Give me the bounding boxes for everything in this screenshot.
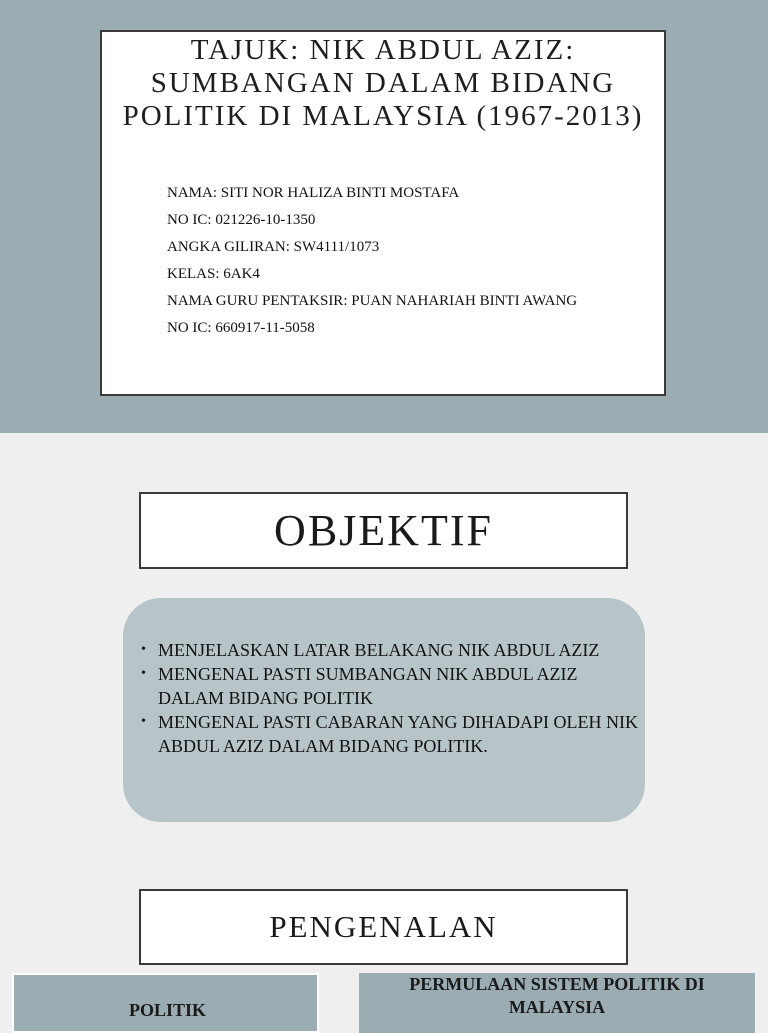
title-card xyxy=(100,30,666,396)
pengenalan-heading: PENGENALAN xyxy=(139,889,628,965)
objektif-text: MENJELASKAN LATAR BELAKANG NIK ABDUL AZIZ xyxy=(158,640,600,660)
bullet-icon: • xyxy=(141,666,146,681)
objektif-list xyxy=(139,638,639,758)
list-item xyxy=(139,710,639,758)
politik-card xyxy=(12,973,319,1033)
student-info xyxy=(167,184,587,346)
objektif-text: MENGENAL PASTI SUMBANGAN NIK ABDUL AZIZ DALAM BIDANG POLITIK xyxy=(158,664,578,708)
permulaan-card-title: PERMULAAN SISTEM POLITIK DI MALAYSIA xyxy=(409,974,705,1017)
permulaan-card xyxy=(359,973,755,1033)
objektif-text: MENGENAL PASTI CABARAN YANG DIHADAPI OLEH NIK ABDUL AZIZ DALAM BIDANG POLITIK. xyxy=(158,712,638,756)
bullet-icon: • xyxy=(141,714,146,729)
info-guru: NAMA GURU PENTAKSIR: PUAN NAHARIAH BINTI AWANG xyxy=(167,293,578,309)
politik-card-title: POLITIK xyxy=(128,1000,207,1020)
list-item xyxy=(139,662,639,710)
info-angka-giliran: ANGKA GILIRAN: SW4111/1073 xyxy=(167,239,380,255)
info-guru-ic: NO IC: 660917-11-5058 xyxy=(167,320,315,336)
objektif-panel xyxy=(123,598,645,822)
objektif-heading: OBJEKTIF xyxy=(139,492,628,569)
list-item xyxy=(139,638,639,662)
document-title: TAJUK: NIK ABDUL AZIZ: SUMBANGAN DALAM BIDANG POLITIK DI MALAYSIA (1967-2013) xyxy=(122,34,644,132)
info-kelas: KELAS: 6AK4 xyxy=(167,266,260,282)
bullet-icon: • xyxy=(141,642,146,657)
info-ic: NO IC: 021226-10-1350 xyxy=(167,212,316,228)
title-slide xyxy=(0,0,768,433)
info-name: NAMA: SITI NOR HALIZA BINTI MOSTAFA xyxy=(167,185,460,201)
